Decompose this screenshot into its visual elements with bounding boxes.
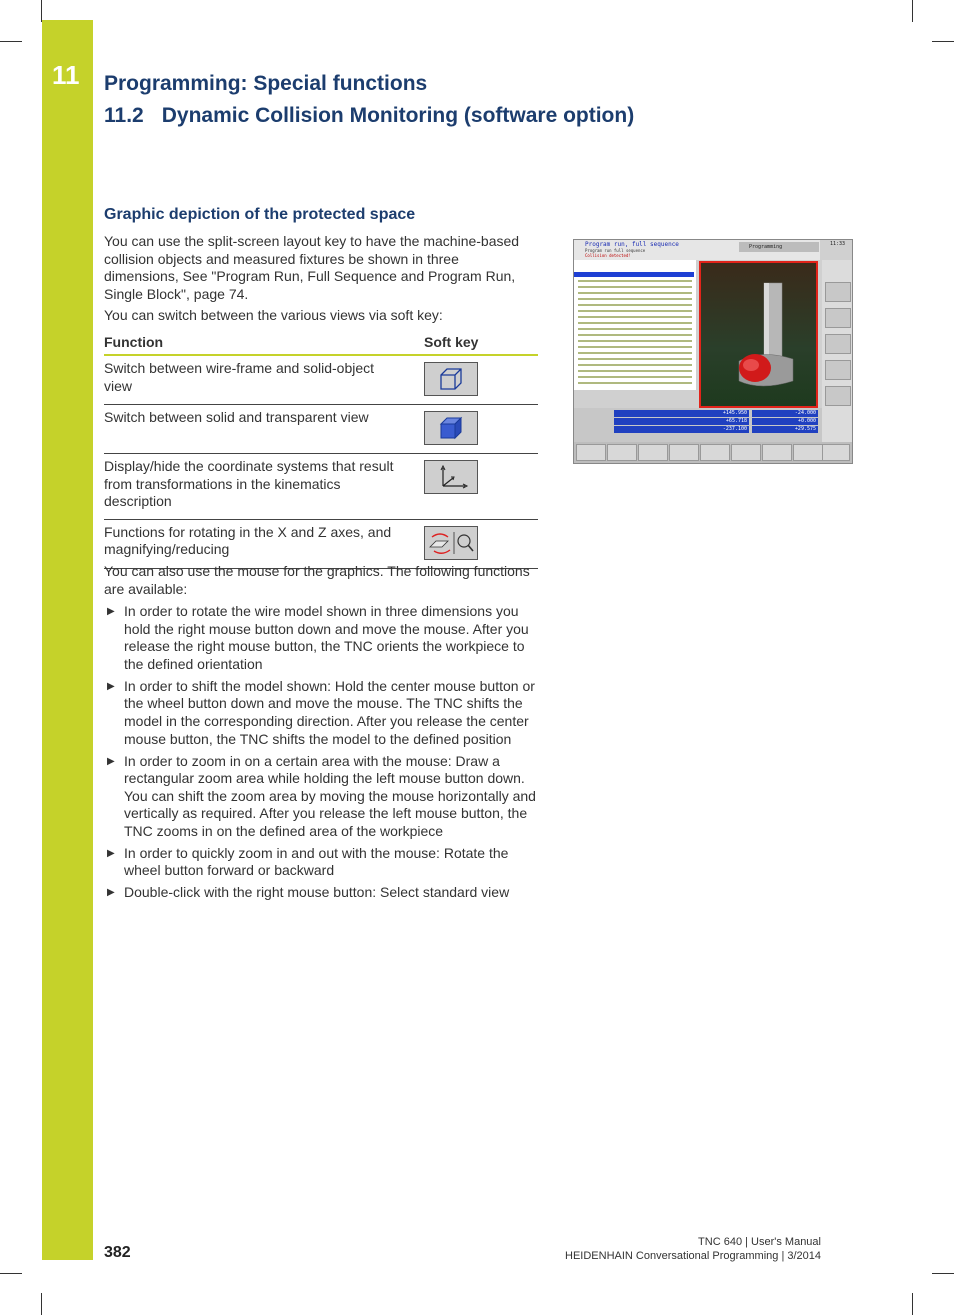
machine-model-graphic	[701, 263, 816, 406]
crop-mark	[912, 0, 913, 22]
function-text: Functions for rotating in the X and Z axes, and magnifying/reducing	[104, 519, 424, 568]
crop-mark	[41, 0, 42, 22]
program-line	[578, 316, 692, 318]
bullet-arrow-icon: ▶	[107, 755, 115, 767]
coordinate-system-softkey[interactable]	[424, 460, 478, 494]
program-line	[578, 358, 692, 360]
footer-subtitle: HEIDENHAIN Conversational Programming | 3/2014	[565, 1250, 821, 1262]
section-name: Dynamic Collision Monitoring (software option)	[161, 104, 635, 127]
program-line	[578, 328, 692, 330]
screen-softkey[interactable]	[793, 444, 823, 461]
crop-mark	[41, 1293, 42, 1315]
screen-softkey[interactable]	[607, 444, 637, 461]
screen-softkey[interactable]	[669, 444, 699, 461]
program-line	[578, 340, 692, 342]
position-y: +65.718	[614, 418, 749, 425]
program-line	[578, 346, 692, 348]
collision-graphic	[699, 261, 818, 408]
mouse-function-list	[104, 603, 536, 906]
footer-info	[565, 1235, 821, 1263]
function-text: Display/hide the coordinate systems that result from transformations in the kinematics description	[104, 454, 424, 520]
programming-mode-label: Programming	[739, 242, 819, 252]
column-header-function: Function	[104, 330, 424, 355]
softkey-intro: You can switch between the various views via soft key:	[104, 307, 443, 323]
solid-cube-icon	[437, 415, 465, 441]
rail-button[interactable]	[825, 386, 851, 406]
intro-paragraph: You can use the split-screen layout key to have the machine-based collision objects and measured fixtures be shown in three dimensions, See "Program Run, Full Sequence and Program Run, Single Block", page 74.	[104, 233, 520, 302]
program-line	[578, 334, 692, 336]
program-line	[578, 376, 692, 378]
section-title	[104, 104, 634, 128]
program-listing	[574, 260, 696, 390]
position-x: +145.950	[614, 410, 749, 417]
position-z: -237.100	[614, 426, 749, 433]
position-c: +0.000	[752, 418, 818, 425]
function-text: Switch between wire-frame and solid-object view	[104, 355, 424, 405]
list-item: ▶ In order to shift the model shown: Hold the center mouse button or the wheel button down and move the mouse. The TNC shifts the model in the corresponding direction. After you release the center mouse button, the TNC shifts the model to the defined position	[107, 677, 535, 747]
program-line	[578, 310, 692, 312]
position-a: -24.000	[752, 410, 818, 417]
screen-header	[574, 240, 820, 260]
table-row	[104, 519, 538, 568]
list-item: ▶ Double-click with the right mouse button: Select standard view	[107, 884, 510, 901]
rotate-zoom-softkey[interactable]	[424, 526, 478, 560]
program-line	[578, 352, 692, 354]
page-number: 382	[104, 1244, 131, 1261]
footer-manual: TNC 640 | User's Manual	[698, 1236, 821, 1248]
wireframe-view-softkey[interactable]	[424, 362, 478, 396]
screen-softkey[interactable]	[700, 444, 730, 461]
program-line	[578, 322, 692, 324]
rail-button[interactable]	[825, 308, 851, 328]
operating-mode-label: Program run, full sequence	[585, 241, 679, 248]
table-row	[104, 405, 538, 454]
crop-mark	[912, 1293, 913, 1315]
section-number: 11.2	[104, 104, 144, 127]
table-row	[104, 355, 538, 405]
list-item: ▶ In order to zoom in on a certain area with the mouse: Draw a rectangular zoom area while holding the left mouse button down. You can shift the zoom area by moving the mouse horizontally and vertically as required. After you release the left mouse button, the TNC zooms in on the defined area of the workpiece	[107, 752, 536, 839]
chapter-tab	[42, 20, 93, 1260]
subsection-heading: Graphic depiction of the protected space	[104, 206, 416, 223]
function-text: Switch between solid and transparent view	[104, 405, 424, 454]
program-line	[578, 382, 692, 384]
rail-button[interactable]	[825, 334, 851, 354]
program-line	[578, 370, 692, 372]
program-line	[578, 304, 692, 306]
active-block-highlight	[574, 272, 694, 277]
coordinate-system-icon	[431, 464, 471, 490]
crop-mark	[0, 1273, 22, 1274]
program-line	[578, 292, 692, 294]
function-table	[104, 330, 538, 569]
vertical-softkey-rail	[822, 260, 852, 442]
position-s: +29.575	[752, 426, 818, 433]
screen-softkey[interactable]	[576, 444, 606, 461]
chapter-title: Programming: Special functions	[104, 72, 428, 95]
program-line	[578, 280, 692, 282]
bullet-arrow-icon: ▶	[107, 887, 115, 899]
program-line	[578, 298, 692, 300]
screen-softkey[interactable]	[731, 444, 761, 461]
crop-mark	[932, 41, 954, 42]
column-header-softkey: Soft key	[424, 330, 538, 355]
screen-softkey[interactable]	[822, 444, 850, 461]
list-item: ▶ In order to quickly zoom in and out with the mouse: Rotate the wheel button forward or backward	[107, 844, 509, 879]
collision-warning: Collision detected!	[585, 253, 631, 258]
position-display	[574, 408, 822, 442]
rotate-zoom-icon	[426, 529, 476, 557]
crop-mark	[932, 1273, 954, 1274]
crop-mark	[0, 41, 22, 42]
screen-clock: 11:33	[830, 241, 846, 247]
wireframe-cube-icon	[437, 366, 465, 392]
solid-view-softkey[interactable]	[424, 411, 478, 445]
bullet-arrow-icon: ▶	[107, 847, 115, 859]
screen-softkey[interactable]	[762, 444, 792, 461]
program-line	[578, 286, 692, 288]
tnc-screenshot	[573, 239, 853, 464]
operating-mode-sub: Program run full sequence	[585, 248, 646, 253]
chapter-number: 11	[52, 60, 80, 90]
horizontal-softkey-bar	[574, 442, 852, 463]
program-line	[578, 364, 692, 366]
bullet-arrow-icon: ▶	[107, 606, 115, 617]
mouse-intro: You can also use the mouse for the graphics. The following functions are available:	[104, 563, 530, 597]
rail-button[interactable]	[825, 360, 851, 380]
bullet-arrow-icon: ▶	[107, 680, 115, 692]
rail-button[interactable]	[825, 282, 851, 302]
table-row	[104, 454, 538, 520]
screen-softkey[interactable]	[638, 444, 668, 461]
list-item: ▶ In order to rotate the wire model shown in three dimensions you hold the right mouse button down and move the mouse. After you release the right mouse button, the TNC orients the workpiece to the defined orientation	[107, 603, 529, 672]
